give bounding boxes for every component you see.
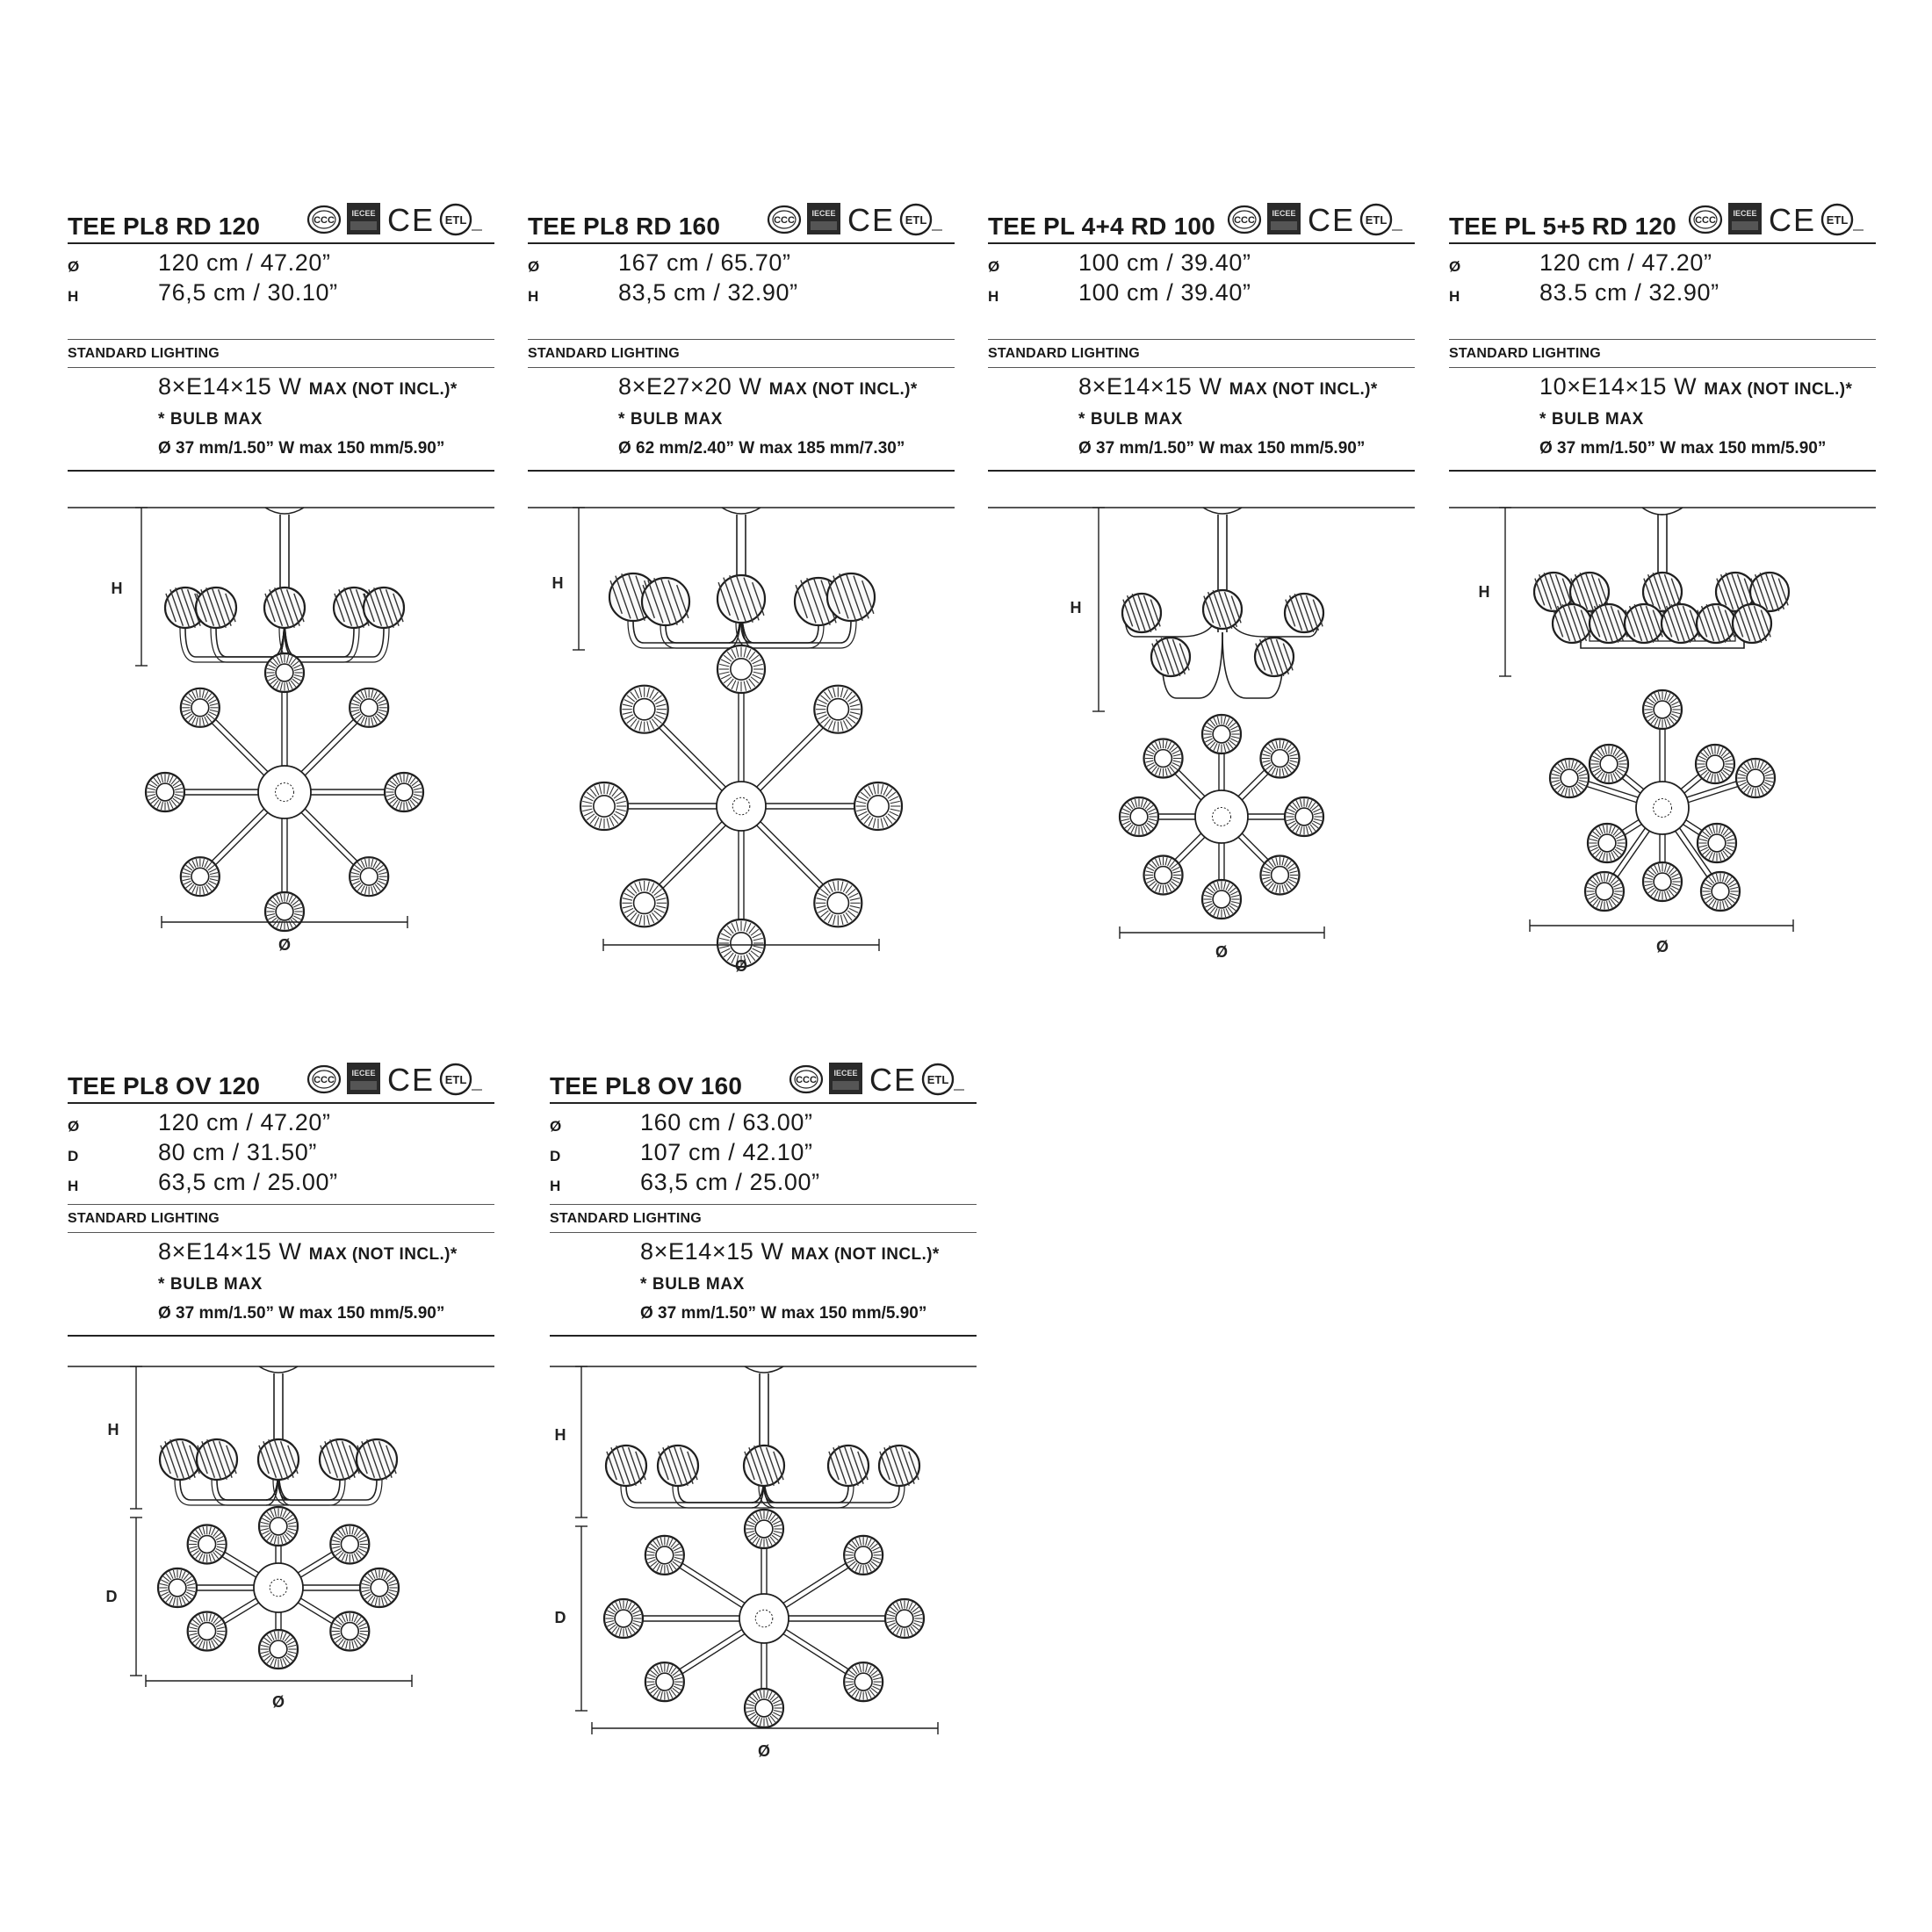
ccc-mark-text: CCC — [774, 215, 795, 226]
product-title: TEE PL8 RD 120 — [68, 213, 261, 240]
ceiling-canopy — [745, 1366, 783, 1373]
dimension-key: H — [528, 288, 539, 305]
ce-mark-icon: CE — [387, 202, 436, 238]
lamp-spec — [158, 373, 494, 405]
dimension-key: H — [68, 1178, 79, 1194]
rosette-inner — [1295, 808, 1313, 825]
drawing-tee-pl8-ov-120 — [68, 1359, 494, 1728]
product-title: TEE PL8 OV 160 — [550, 1072, 743, 1099]
dimension-key: D — [550, 1148, 561, 1164]
dimension-row — [1449, 249, 1876, 279]
card-header — [68, 200, 494, 242]
diameter-label: Ø — [271, 1693, 285, 1711]
lighting-spec — [988, 368, 1415, 470]
diameter-label: Ø — [757, 1742, 771, 1760]
diameter-label: Ø — [1215, 943, 1229, 957]
dimension-value: 76,5 cm / 30.10” — [158, 279, 338, 306]
lighting-spec — [68, 1233, 494, 1335]
product-card-tee-pl8-ov-160 — [550, 1060, 977, 1337]
product-card-tee-pl8-rd-120 — [68, 200, 494, 472]
rosette-inner — [395, 783, 413, 801]
dimension-key: Ø — [528, 258, 540, 275]
dimension-key: Ø — [988, 258, 1000, 275]
rosette-inner — [1155, 867, 1172, 884]
hub-disc — [717, 782, 766, 831]
ce-mark-icon: CE — [847, 202, 896, 238]
rosette-inner — [615, 1610, 632, 1627]
lamp-value: 8×E27×20 W — [618, 373, 762, 400]
dimensions-list — [988, 244, 1415, 314]
section-end-rule — [68, 470, 494, 472]
rosette-inner — [360, 699, 378, 717]
ce-mark-icon: CE — [869, 1062, 918, 1098]
rosette-inner — [868, 796, 889, 817]
rosette-inner — [341, 1623, 358, 1640]
diameter-label: Ø — [278, 936, 292, 954]
rosette-inner — [198, 1536, 216, 1554]
rosette-inner — [1213, 890, 1230, 908]
etl-mark-text: ETL — [905, 213, 927, 227]
standard-lighting-heading: STANDARD LIGHTING — [1449, 346, 1601, 361]
arm — [764, 1479, 905, 1508]
max-note: MAX (NOT INCL.)* — [1704, 380, 1853, 399]
dimension-row — [1449, 279, 1876, 309]
depth-label: D — [554, 1609, 566, 1626]
height-label: H — [111, 580, 123, 597]
dimension-row — [68, 1139, 494, 1169]
rosette-inner — [371, 1579, 388, 1597]
dimensions-list — [1449, 244, 1876, 314]
rosette-inner — [191, 699, 209, 717]
rosette-inner — [827, 699, 848, 720]
rosette-inner — [198, 1623, 216, 1640]
section-end-rule — [988, 470, 1415, 472]
lamp-spec — [158, 1238, 494, 1270]
iecee-mark-detail — [1271, 221, 1297, 230]
iecee-mark-text: IECEE — [351, 209, 376, 218]
section-end-rule — [528, 470, 955, 472]
drawing-tee-pl8-ov-160 — [550, 1359, 977, 1772]
diameter-label: Ø — [734, 957, 748, 975]
ceiling-canopy — [1642, 508, 1683, 515]
rosette-inner — [1130, 808, 1148, 825]
dimension-row — [550, 1169, 977, 1199]
iecee-mark-text: IECEE — [833, 1069, 858, 1078]
dimension-row — [68, 1169, 494, 1199]
etl-mark-text: ETL — [926, 1073, 949, 1086]
ccc-mark-text: CCC — [314, 1075, 335, 1085]
certification-marks-icon — [1227, 200, 1415, 241]
hub-disc — [739, 1594, 789, 1643]
etl-mark-text: ETL — [444, 213, 467, 227]
bulb-size: Ø 37 mm/1.50” W max 150 mm/5.90” — [158, 439, 445, 458]
dimension-row — [550, 1139, 977, 1169]
rosette-inner — [276, 664, 293, 681]
rosette-inner — [1596, 883, 1613, 900]
dimensions-list — [528, 244, 955, 314]
hub-disc — [258, 766, 311, 818]
dimension-value: 107 cm / 42.10” — [640, 1139, 813, 1165]
lamp-value: 10×E14×15 W — [1539, 373, 1698, 400]
drawing-tee-pl-4-4-rd-100 — [988, 501, 1415, 957]
standard-lighting-heading: STANDARD LIGHTING — [528, 346, 680, 361]
lamp-spec — [618, 373, 955, 405]
certification-marks-icon — [789, 1060, 977, 1100]
card-header — [988, 200, 1415, 242]
rosette-inner — [854, 1673, 872, 1690]
rosette-inner — [1706, 755, 1724, 773]
card-header — [528, 200, 955, 242]
height-label: H — [551, 574, 564, 592]
max-note: MAX (NOT INCL.)* — [308, 380, 458, 399]
rosette-inner — [276, 903, 293, 920]
etl-mark-text: ETL — [444, 1073, 467, 1086]
lamp-value: 8×E14×15 W — [158, 373, 302, 400]
bulb-max-label: * BULB MAX — [640, 1275, 745, 1294]
rosette-inner — [360, 868, 378, 885]
bulb-size: Ø 37 mm/1.50” W max 150 mm/5.90” — [640, 1304, 927, 1323]
dimension-value: 83,5 cm / 32.90” — [618, 279, 798, 306]
ceiling-canopy — [265, 508, 304, 514]
dimension-value: 120 cm / 47.20” — [158, 249, 331, 276]
ce-mark-icon: CE — [1769, 202, 1817, 238]
dimension-value: 63,5 cm / 25.00” — [158, 1169, 338, 1195]
rosette-inner — [1600, 755, 1618, 773]
dimension-value: 83.5 cm / 32.90” — [1539, 279, 1719, 306]
dimensions-list — [68, 244, 494, 314]
iecee-mark-detail — [833, 1081, 859, 1090]
iecee-mark-detail — [811, 221, 837, 230]
standard-lighting-heading: STANDARD LIGHTING — [550, 1211, 702, 1226]
iecee-mark-text: IECEE — [1733, 209, 1757, 218]
rosette-inner — [270, 1640, 287, 1658]
card-header — [68, 1060, 494, 1102]
rosette-inner — [896, 1610, 913, 1627]
product-title: TEE PL8 OV 120 — [68, 1072, 261, 1099]
product-card-tee-pl-4-4-rd-100 — [988, 200, 1415, 472]
dimension-row — [550, 1109, 977, 1139]
lamp-spec — [1078, 373, 1415, 405]
section-end-rule — [550, 1335, 977, 1337]
iecee-mark-detail — [350, 1081, 377, 1090]
ccc-mark-text: CCC — [314, 215, 335, 226]
dimension-row — [528, 279, 955, 309]
rosette-inner — [341, 1536, 358, 1554]
drawing-tee-pl8-rd-120 — [68, 501, 494, 957]
certification-marks-icon — [767, 200, 955, 241]
dimension-value: 63,5 cm / 25.00” — [640, 1169, 820, 1195]
dimension-key: D — [68, 1148, 79, 1164]
rosette-inner — [1654, 873, 1671, 890]
dimension-value: 120 cm / 47.20” — [1539, 249, 1712, 276]
ccc-mark-text: CCC — [1695, 215, 1716, 226]
rosette-inner — [169, 1579, 186, 1597]
card-header — [1449, 200, 1876, 242]
dimension-row — [68, 279, 494, 309]
dimension-value: 120 cm / 47.20” — [158, 1109, 331, 1135]
dimension-value: 160 cm / 63.00” — [640, 1109, 813, 1135]
bulb-size: Ø 37 mm/1.50” W max 150 mm/5.90” — [1078, 439, 1366, 458]
bulb-size: Ø 37 mm/1.50” W max 150 mm/5.90” — [158, 1304, 445, 1323]
standard-lighting-heading: STANDARD LIGHTING — [988, 346, 1140, 361]
lamp-spec — [640, 1238, 977, 1270]
diameter-label: Ø — [1655, 938, 1669, 955]
height-label: H — [107, 1421, 119, 1438]
lighting-spec — [550, 1233, 977, 1335]
rosette-inner — [1747, 769, 1764, 787]
product-card-tee-pl8-rd-160 — [528, 200, 955, 472]
ceiling-canopy — [722, 508, 761, 514]
ceiling-canopy — [259, 1366, 298, 1373]
dimension-row — [68, 249, 494, 279]
max-note: MAX (NOT INCL.)* — [1229, 380, 1378, 399]
bulb-size: Ø 37 mm/1.50” W max 150 mm/5.90” — [1539, 439, 1827, 458]
dimension-value: 100 cm / 39.40” — [1078, 279, 1251, 306]
standard-lighting-heading: STANDARD LIGHTING — [68, 1211, 220, 1226]
dimensions-list — [68, 1104, 494, 1204]
dimension-key: Ø — [68, 258, 80, 275]
lamp-value: 8×E14×15 W — [158, 1238, 302, 1265]
rosette-inner — [1708, 834, 1726, 852]
height-label: H — [554, 1426, 566, 1444]
rosette-inner — [594, 796, 615, 817]
rosette-inner — [1712, 883, 1729, 900]
dimension-row — [988, 249, 1415, 279]
rosette-inner — [1155, 750, 1172, 768]
dimensions-list — [550, 1104, 977, 1204]
dimension-key: Ø — [68, 1118, 80, 1135]
rosette-inner — [156, 783, 174, 801]
ceiling-canopy — [1203, 508, 1242, 514]
drawing-tee-pl8-rd-160 — [528, 501, 955, 975]
ce-mark-icon: CE — [1308, 202, 1356, 238]
ce-mark-icon: CE — [387, 1062, 436, 1098]
lighting-spec — [68, 368, 494, 470]
certification-marks-icon — [1688, 200, 1876, 241]
bulb-max-label: * BULB MAX — [1078, 410, 1183, 429]
lamp-value: 8×E14×15 W — [640, 1238, 784, 1265]
section-end-rule — [68, 1335, 494, 1337]
card-header — [550, 1060, 977, 1102]
lighting-spec — [528, 368, 955, 470]
max-note: MAX (NOT INCL.)* — [308, 1245, 458, 1264]
ccc-mark-text: CCC — [1234, 215, 1255, 226]
dimension-key: H — [550, 1178, 561, 1194]
rosette-inner — [854, 1546, 872, 1564]
rosette-inner — [1272, 867, 1289, 884]
dimension-key: H — [68, 288, 79, 305]
iecee-mark-text: IECEE — [811, 209, 836, 218]
lamp-value: 8×E14×15 W — [1078, 373, 1222, 400]
product-title: TEE PL 5+5 RD 120 — [1449, 213, 1676, 240]
rosette-inner — [656, 1546, 674, 1564]
rosette-inner — [1598, 834, 1616, 852]
depth-label: D — [105, 1588, 118, 1605]
product-card-tee-pl8-ov-120 — [68, 1060, 494, 1337]
bulb-max-label: * BULB MAX — [1539, 410, 1644, 429]
product-card-tee-pl-5-5-rd-120 — [1449, 200, 1876, 472]
rosette-inner — [191, 868, 209, 885]
hub-disc — [254, 1563, 303, 1612]
iecee-mark-detail — [1732, 221, 1758, 230]
rosette-inner — [731, 659, 752, 680]
hub-disc — [1195, 790, 1248, 843]
height-label: H — [1478, 583, 1490, 601]
drawing-tee-pl-5-5-rd-120 — [1449, 501, 1876, 957]
rosette-inner — [827, 892, 848, 913]
rosette-inner — [270, 1517, 287, 1535]
ccc-mark-text: CCC — [796, 1075, 817, 1085]
rosette-inner — [731, 933, 752, 954]
iecee-mark-detail — [350, 221, 377, 230]
product-title: TEE PL 4+4 RD 100 — [988, 213, 1215, 240]
dimension-value: 80 cm / 31.50” — [158, 1139, 317, 1165]
certification-marks-icon — [306, 200, 494, 241]
rosette-inner — [755, 1520, 773, 1538]
dimension-row — [988, 279, 1415, 309]
rosette-inner — [755, 1699, 773, 1717]
dimension-value: 100 cm / 39.40” — [1078, 249, 1251, 276]
max-note: MAX (NOT INCL.)* — [768, 380, 918, 399]
dimension-key: Ø — [550, 1118, 562, 1135]
bulb-max-label: * BULB MAX — [158, 1275, 263, 1294]
rosette-inner — [1654, 701, 1671, 718]
dimension-key: H — [1449, 288, 1460, 305]
height-label: H — [1070, 599, 1082, 616]
bulb-max-label: * BULB MAX — [158, 410, 263, 429]
product-title: TEE PL8 RD 160 — [528, 213, 721, 240]
iecee-mark-text: IECEE — [1272, 209, 1296, 218]
lamp-spec — [1539, 373, 1876, 405]
rosette-inner — [656, 1673, 674, 1690]
dimension-key: H — [988, 288, 999, 305]
bulb-max-label: * BULB MAX — [618, 410, 723, 429]
rosette-inner — [634, 699, 655, 720]
section-end-rule — [1449, 470, 1876, 472]
iecee-mark-text: IECEE — [351, 1069, 376, 1078]
dimension-key: Ø — [1449, 258, 1461, 275]
rosette-inner — [1561, 769, 1578, 787]
rosette-inner — [1213, 725, 1230, 743]
dimension-row — [68, 1109, 494, 1139]
dimension-value: 167 cm / 65.70” — [618, 249, 791, 276]
rosette-inner — [634, 892, 655, 913]
hub-disc — [1636, 782, 1689, 834]
max-note: MAX (NOT INCL.)* — [790, 1245, 940, 1264]
dimension-row — [528, 249, 955, 279]
certification-marks-icon — [306, 1060, 494, 1100]
lighting-spec — [1449, 368, 1876, 470]
bulb-size: Ø 62 mm/2.40” W max 185 mm/7.30” — [618, 439, 905, 458]
etl-mark-text: ETL — [1365, 213, 1388, 227]
standard-lighting-heading: STANDARD LIGHTING — [68, 346, 220, 361]
rosette-inner — [1272, 750, 1289, 768]
etl-mark-text: ETL — [1826, 213, 1849, 227]
